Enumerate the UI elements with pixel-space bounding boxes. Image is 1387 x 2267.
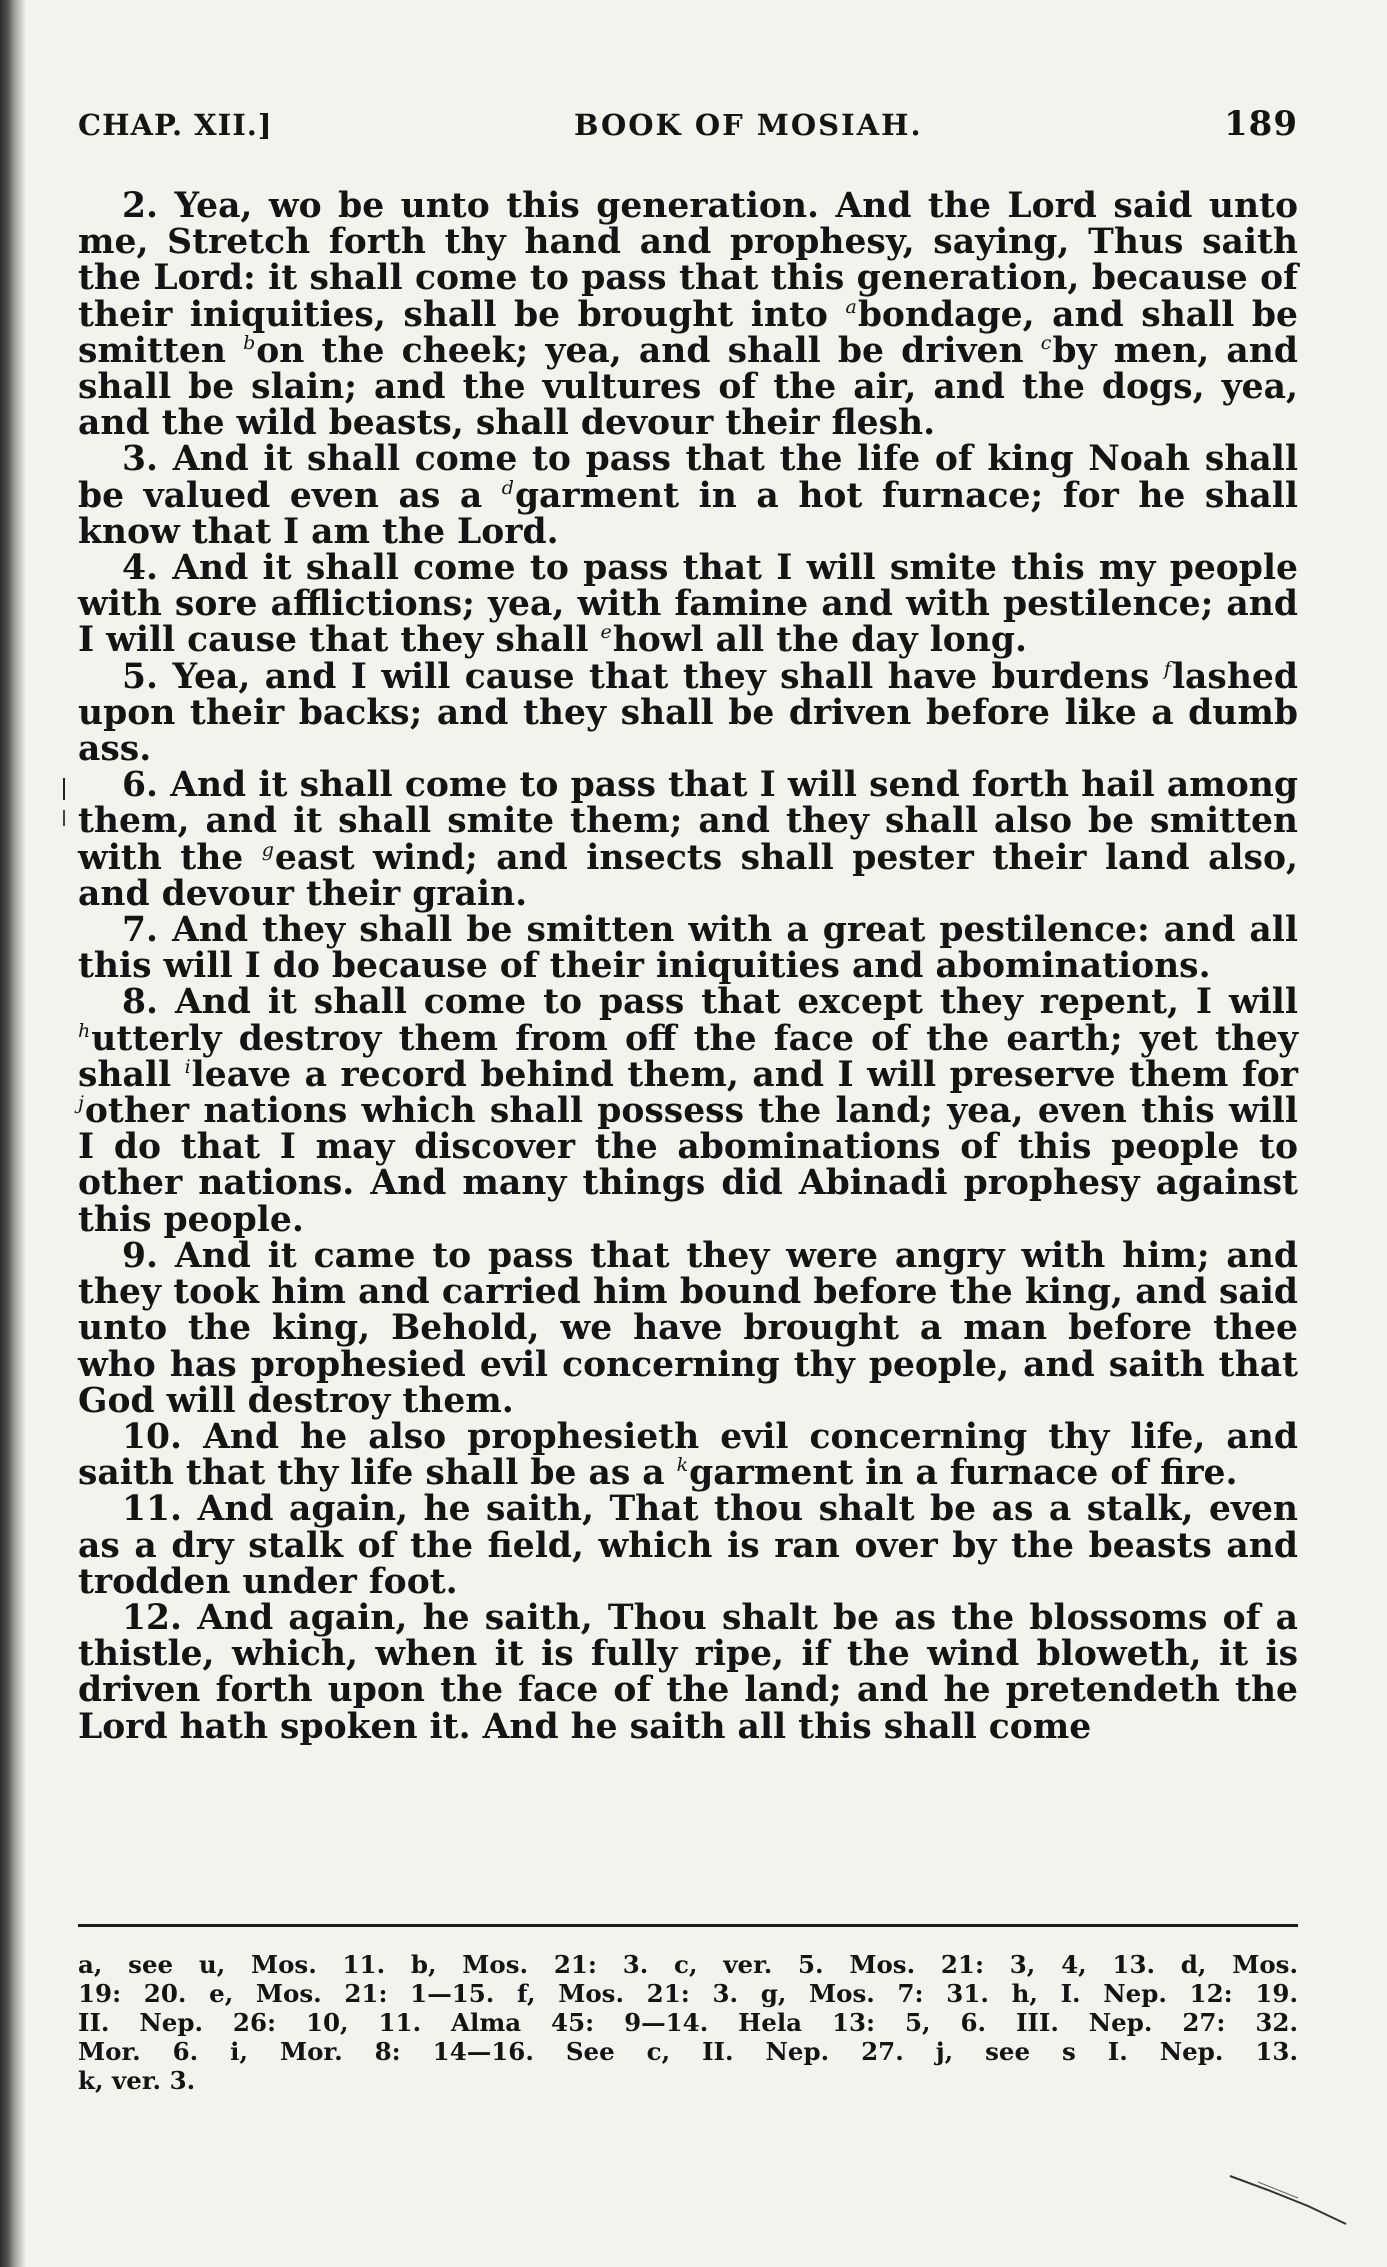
verse xyxy=(78,441,1298,550)
verse-number: 5. xyxy=(122,656,159,697)
verse-text: garment in a furnace of fire. xyxy=(689,1453,1238,1494)
footnote-marker[interactable]: b xyxy=(243,331,256,354)
verse-text: east wind; and insects shall pester their land also, and devour their grain. xyxy=(78,837,1298,914)
chapter-label: CHAP. XII.] xyxy=(78,108,273,142)
verse-text: Yea, and I will cause that they shall have burdens xyxy=(158,656,1164,697)
footnote-line: II. Nep. 26: 10, 11. Alma 45: 9—14. Hela 13: 5, 6. III. Nep. 27: 32. xyxy=(78,2008,1298,2037)
verse-text: by men, and shall be slain; and the vultures of the air, and the dogs, yea, and the wild beasts, shall devour their flesh. xyxy=(78,330,1298,444)
verse-text: And he also prophesieth evil concerning thy life, and saith that thy life shall be as a xyxy=(78,1416,1298,1494)
verse xyxy=(78,550,1298,659)
verse-number: 7. xyxy=(122,910,159,951)
page-number: 189 xyxy=(1224,104,1298,144)
verse-number: 10. xyxy=(122,1416,183,1457)
verse-number: 4. xyxy=(122,548,159,589)
verse-text: on the cheek; yea, and shall be driven xyxy=(256,330,1041,371)
footnote-line: Mor. 6. i, Mor. 8: 14—16. See c, II. Nep. 27. j, see s I. Nep. 13. xyxy=(78,2037,1298,2066)
footnote-marker[interactable]: k xyxy=(676,1454,689,1477)
verse xyxy=(78,1597,1298,1747)
pencil-mark xyxy=(1228,2168,1348,2228)
verse-text: And again, he saith, That thou shalt be as a stalk, even as a dry stalk of the field, which is ran over by the beasts and trodden under foot. xyxy=(78,1489,1298,1602)
verse-text: howl all the day long. xyxy=(612,620,1028,661)
footnote-marker[interactable]: h xyxy=(78,1019,91,1042)
verse-number: 6. xyxy=(122,765,159,806)
verse-text: And they shall be smitten with a great pestilence: and all this will I do because of their iniquities and abominations. xyxy=(78,910,1298,987)
verse xyxy=(78,1416,1298,1494)
verse-number: 8. xyxy=(122,982,159,1023)
verse-text: lashed upon their backs; and they shall be driven before like a dumb ass. xyxy=(78,656,1298,770)
verse-text: bondage, and shall be smitten xyxy=(78,294,1298,371)
book-title: BOOK OF MOSIAH. xyxy=(573,108,923,142)
verse-number: 12. xyxy=(122,1597,183,1638)
footnote-marker[interactable]: i xyxy=(184,1055,191,1078)
verse xyxy=(78,910,1298,987)
verse-number: 9. xyxy=(122,1235,159,1276)
footnote-marker[interactable]: c xyxy=(1040,331,1052,354)
margin-mark xyxy=(63,778,65,800)
verse xyxy=(78,1235,1298,1421)
verse-text: other nations which shall possess the land; yea, even this will I do that I may discover the abominations of this people to other nations. And many things did Abinadi prophesy against this people. xyxy=(78,1091,1298,1240)
verse-text: And it shall come to pass that except they repent, I will xyxy=(158,982,1298,1023)
footnote-rule xyxy=(78,1924,1298,1927)
verse xyxy=(78,656,1298,770)
verse-text: And it shall come to pass that the life of king Noah shall be valued even as a xyxy=(78,439,1298,516)
footnote-line: 19: 20. e, Mos. 21: 1—15. f, Mos. 21: 3. g, Mos. 7: 31. h, I. Nep. 12: 19. xyxy=(78,1979,1298,2008)
margin-mark xyxy=(63,810,65,826)
verse-text: leave a record behind them, and I will preserve them for xyxy=(191,1054,1298,1095)
verse-text: utterly destroy them from off the face of the earth; yet they shall xyxy=(78,1018,1298,1095)
verse-text: And it shall come to pass that I will send forth hail among them, and it shall smite them; and they shall also be smitten with the xyxy=(78,765,1298,878)
verse-text: garment in a hot furnace; for he shall know that I am the Lord. xyxy=(78,475,1299,552)
running-header xyxy=(78,104,1298,144)
verse-text: And it shall come to pass that I will smite this my people with sore afflictions; yea, with famine and with pestilence; and I will cause that they shall xyxy=(78,548,1298,661)
footnote-marker[interactable]: j xyxy=(78,1092,84,1115)
verse-number: 2. xyxy=(122,186,159,226)
verse xyxy=(78,186,1298,444)
footnote-marker[interactable]: a xyxy=(845,295,857,318)
verse-text: And again, he saith, Thou shalt be as the blossoms of a thistle, which, when it is fully ripe, if the wind bloweth, it is driven forth upon the face of the land; and he pretendeth the Lord hath spoken it. And he saith all this shall come xyxy=(78,1597,1298,1747)
verse xyxy=(78,1491,1298,1600)
verse-text: Yea, wo be unto this generation. And the Lord said unto me, Stretch forth thy hand and prophesy, saying, Thus saith the Lord: it shall come to pass that this generation, because of their iniquities, shall be brought into xyxy=(78,186,1298,335)
verse xyxy=(78,982,1298,1240)
footnotes xyxy=(78,1950,1298,2095)
verse-body xyxy=(78,188,1298,1745)
footnote-marker[interactable]: f xyxy=(1163,657,1171,680)
footnote-line: k, ver. 3. xyxy=(78,2066,196,2095)
verse-text: And it came to pass that they were angry with him; and they took him and carried him bound before the king, and said unto the king, Behold, we have brought a man before thee who has prophesied evil concerning thy people, and saith that God will destroy them. xyxy=(78,1235,1298,1421)
footnote-line: a, see u, Mos. 11. b, Mos. 21: 3. c, ver. 5. Mos. 21: 3, 4, 13. d, Mos. xyxy=(78,1950,1298,1979)
footnote-marker[interactable]: e xyxy=(600,621,612,644)
footnote-marker[interactable]: d xyxy=(501,476,514,499)
footnote-marker[interactable]: g xyxy=(261,838,274,861)
verse-number: 11. xyxy=(122,1489,183,1530)
verse-number: 3. xyxy=(122,439,159,480)
book-spine-shadow xyxy=(0,0,26,2267)
verse xyxy=(78,767,1298,912)
page xyxy=(78,104,1298,1745)
